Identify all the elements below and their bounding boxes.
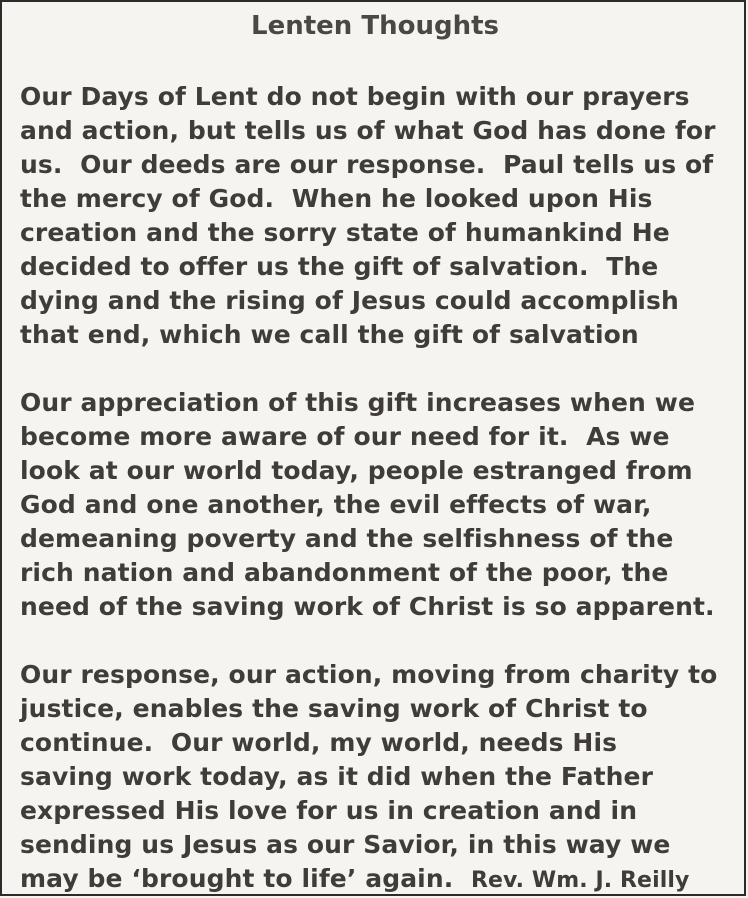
author-signature: Rev. Wm. J. Reilly <box>470 868 690 893</box>
paragraph-3-line: continue. Our world, my world, needs His <box>20 728 618 757</box>
paragraph-3-closing-text: may be ‘brought to life’ again. <box>20 864 454 893</box>
paragraph-2-line: demeaning poverty and the selfishness of the <box>20 524 674 553</box>
paragraph-3-line: Our response, our action, moving from charity to <box>20 660 718 689</box>
paragraph-3-last-line <box>20 862 689 896</box>
paragraph-2-line: rich nation and abandonment of the poor, the <box>20 558 669 587</box>
paragraph-1-line: Our Days of Lent do not begin with our prayers <box>20 82 690 111</box>
paragraph-3-line: sending us Jesus as our Savior, in this way we <box>20 830 671 859</box>
paragraph-1-line: the mercy of God. When he looked upon His <box>20 184 653 213</box>
paragraph-1-line: creation and the sorry state of humankind He <box>20 218 670 247</box>
paragraph-1-line: that end, which we call the gift of salvation <box>20 320 639 349</box>
paragraph-3-line: justice, enables the saving work of Christ to <box>20 694 648 723</box>
page-title: Lenten Thoughts <box>251 11 499 41</box>
paragraph-2-line: God and one another, the evil effects of war, <box>20 490 652 519</box>
paragraph-1-line: dying and the rising of Jesus could accomplish <box>20 286 679 315</box>
paragraph-2-line: look at our world today, people estranged from <box>20 456 693 485</box>
paragraph-1-line: decided to offer us the gift of salvation. The <box>20 252 659 281</box>
paragraph-3-line: saving work today, as it did when the Father <box>20 762 654 791</box>
paragraph-1-line: us. Our deeds are our response. Paul tells us of <box>20 150 714 179</box>
paragraph-3-line: expressed His love for us in creation and in <box>20 796 638 825</box>
paragraph-2-line: become more aware of our need for it. As we <box>20 422 670 451</box>
paragraph-2-line: Our appreciation of this gift increases when we <box>20 388 695 417</box>
paragraph-1-line: and action, but tells us of what God has done for <box>20 116 716 145</box>
paragraph-2-line: need of the saving work of Christ is so apparent. <box>20 592 715 621</box>
